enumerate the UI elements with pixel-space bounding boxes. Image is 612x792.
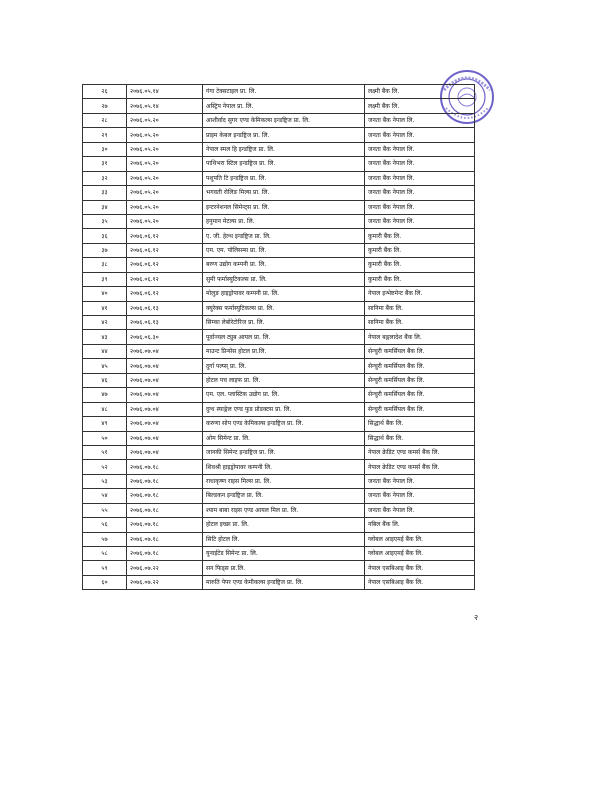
records-table [82, 84, 475, 590]
bank-name-cell: जनता बैंक नेपाल लि. [365, 489, 475, 503]
table-row [83, 489, 475, 503]
serial-number-cell: ४० [83, 287, 127, 301]
page-number: २ [474, 613, 479, 622]
date-cell: २०७६.०५.१४ [127, 99, 203, 113]
table-row [83, 547, 475, 561]
table-row [83, 200, 475, 214]
serial-number-cell: ३४ [83, 200, 127, 214]
table-row [83, 99, 475, 113]
date-cell: २०७६.०५.२० [127, 186, 203, 200]
serial-number-cell: ५२ [83, 460, 127, 474]
table-row [83, 186, 475, 200]
company-name-cell: होटल इच्छा प्रा. लि. [203, 518, 365, 532]
serial-number-cell: ३२ [83, 171, 127, 185]
company-name-cell: होटल पच लाइफ प्रा. लि. [203, 373, 365, 387]
company-name-cell: शिवश्री हाइड्रोपावर कम्पनी लि. [203, 460, 365, 474]
date-cell: २०७६.०७.०४ [127, 388, 203, 402]
table-row [83, 417, 475, 431]
bank-name-cell: सेन्चुरी कमर्सियल बैंक लि. [365, 359, 475, 373]
company-name-cell: सिम्का लेबोरेटोरिज प्रा. लि. [203, 316, 365, 330]
bank-name-cell: ग्लोबल आइएमई बैंक लि. [365, 532, 475, 546]
date-cell: २०७६.०७.०४ [127, 373, 203, 387]
company-name-cell: पाथिभरा स्टिल इन्डष्ट्रिज प्रा. लि. [203, 157, 365, 171]
bank-name-cell: जनता बैंक नेपाल लि. [365, 214, 475, 228]
bank-name-cell: कुमारी बैंक लि. [365, 272, 475, 286]
date-cell: २०७६.०५.१४ [127, 85, 203, 99]
table-row [83, 243, 475, 257]
table-row [83, 344, 475, 358]
table-row [83, 460, 475, 474]
date-cell: २०७६.०७.१८ [127, 503, 203, 517]
company-name-cell: मोलुङ हाइड्रोपावर कम्पनी प्रा. लि. [203, 287, 365, 301]
serial-number-cell: ४९ [83, 417, 127, 431]
serial-number-cell: ५१ [83, 445, 127, 459]
table-row [83, 445, 475, 459]
date-cell: २०७६.०७.१८ [127, 460, 203, 474]
company-name-cell: युनाईटेड सिमेन्ट प्रा. लि. [203, 547, 365, 561]
serial-number-cell: ४४ [83, 344, 127, 358]
company-name-cell: करुणा सोप एण्ड केमिकल्स इन्डष्ट्रिज प्रा. लि. [203, 417, 365, 431]
serial-number-cell: ४८ [83, 402, 127, 416]
date-cell: २०७६.०७.०४ [127, 359, 203, 373]
table-row [83, 287, 475, 301]
date-cell: २०७६.०६.१३ [127, 316, 203, 330]
bank-name-cell: सिद्धार्थ बैंक लि. [365, 417, 475, 431]
table-row [83, 157, 475, 171]
company-name-cell: प्राइम केबल इन्डष्ट्रिज प्रा. लि. [203, 128, 365, 142]
company-name-cell: एम. एम. पोलिसम्स प्रा. लि. [203, 243, 365, 257]
date-cell: २०७६.०६.१२ [127, 229, 203, 243]
serial-number-cell: २९ [83, 128, 127, 142]
date-cell: २०७६.०७.०४ [127, 417, 203, 431]
serial-number-cell: ४६ [83, 373, 127, 387]
serial-number-cell: ३३ [83, 186, 127, 200]
table-row [83, 388, 475, 402]
serial-number-cell: ४१ [83, 301, 127, 315]
company-name-cell: दुर्गा पल्प्स् प्रा. लि. [203, 359, 365, 373]
serial-number-cell: ३६ [83, 229, 127, 243]
bank-name-cell: जनता बैंक नेपाल लि. [365, 503, 475, 517]
table-row [83, 575, 475, 589]
serial-number-cell: ४२ [83, 316, 127, 330]
bank-name-cell: नबिल बैंक लि. [365, 518, 475, 532]
date-cell: २०७६.०७.०४ [127, 344, 203, 358]
bank-name-cell: जनता बैंक नेपाल लि. [365, 200, 475, 214]
company-name-cell: सन फिड्स प्रा.लि. [203, 561, 365, 575]
table-row [83, 431, 475, 445]
table-row [83, 142, 475, 156]
serial-number-cell: ५८ [83, 547, 127, 561]
bank-name-cell: कुमारी बैंक लि. [365, 243, 475, 257]
table-row [83, 316, 475, 330]
serial-number-cell: ३९ [83, 272, 127, 286]
table-row [83, 85, 475, 99]
bank-name-cell: नेपाल क्रेडिट एण्ड कमर्स बैंक लि. [365, 445, 475, 459]
date-cell: २०७६.०६.१२ [127, 287, 203, 301]
bank-name-cell: लक्ष्मी बैंक लि. [365, 85, 475, 99]
bank-name-cell: जनता बैंक नेपाल लि. [365, 186, 475, 200]
bank-name-cell: कुमारी बैंक लि. [365, 229, 475, 243]
serial-number-cell: २६ [83, 85, 127, 99]
serial-number-cell: ३० [83, 142, 127, 156]
bank-name-cell: कुमारी बैंक लि. [365, 258, 475, 272]
company-name-cell: पशुपति टि इन्डष्ट्रिज प्रा. लि. [203, 171, 365, 185]
bank-name-cell: नेपाल बङ्गलादेश बैंक लि. [365, 330, 475, 344]
bank-name-cell: नेपाल एसबिआइ बैंक लि. [365, 575, 475, 589]
company-name-cell: क्युरेक्स फर्मास्युटिकल्स प्रा. लि. [203, 301, 365, 315]
date-cell: २०७६.०७.०४ [127, 402, 203, 416]
date-cell: २०७६.०७.०४ [127, 445, 203, 459]
company-name-cell: जानकी सिमेन्ट इन्डष्ट्रिज प्रा. लि. [203, 445, 365, 459]
date-cell: २०७६.०७.२२ [127, 575, 203, 589]
company-name-cell: भगवती रोलिङ मिल्स प्रा. लि. [203, 186, 365, 200]
company-name-cell: दुग्ध स्याङ्गेल एण्ड फुड प्रोडक्टस प्रा. लि. [203, 402, 365, 416]
date-cell: २०७६.०७.२२ [127, 561, 203, 575]
company-name-cell: सिटि होटल लि. [203, 532, 365, 546]
date-cell: २०७६.०७.१८ [127, 532, 203, 546]
bank-name-cell: सानिमा बैंक लि. [365, 301, 475, 315]
date-cell: २०७६.०५.२० [127, 214, 203, 228]
serial-number-cell: ५४ [83, 489, 127, 503]
date-cell: २०७६.०६.१२ [127, 272, 203, 286]
date-cell: २०७६.०७.०४ [127, 431, 203, 445]
date-cell: २०७६.०७.१८ [127, 489, 203, 503]
company-name-cell: राधाकृष्ण राइस मिल्स प्रा. लि. [203, 474, 365, 488]
bank-name-cell: सेन्चुरी कमर्सियल बैंक लि. [365, 402, 475, 416]
table-row [83, 402, 475, 416]
serial-number-cell: ४३ [83, 330, 127, 344]
table-row [83, 214, 475, 228]
bank-name-cell: सेन्चुरी कमर्सियल बैंक लि. [365, 388, 475, 402]
bank-name-cell: सिद्धार्थ बैंक लि. [365, 431, 475, 445]
table-row [83, 272, 475, 286]
records-table-body [83, 85, 475, 590]
date-cell: २०७६.०६.१२ [127, 243, 203, 257]
table-row [83, 561, 475, 575]
bank-name-cell: जनता बैंक नेपाल लि. [365, 113, 475, 127]
table-row [83, 229, 475, 243]
table-row [83, 359, 475, 373]
serial-number-cell: ५६ [83, 518, 127, 532]
bank-name-cell: जनता बैंक नेपाल लि. [365, 474, 475, 488]
date-cell: २०७६.०५.२० [127, 200, 203, 214]
bank-name-cell: सेन्चुरी कमर्सियल बैंक लि. [365, 344, 475, 358]
date-cell: २०७६.०५.२० [127, 157, 203, 171]
table-row [83, 258, 475, 272]
company-name-cell: गंगा टेक्सटाइल प्रा. लि. [203, 85, 365, 99]
serial-number-cell: ३८ [83, 258, 127, 272]
company-name-cell: आशीर्वाद सुगर एण्ड केमिकल्स इन्डष्ट्रिज प्रा. लि. [203, 113, 365, 127]
serial-number-cell: ६० [83, 575, 127, 589]
company-name-cell: श्याम बाबा राइस एण्ड आयल मिल प्रा. लि. [203, 503, 365, 517]
serial-number-cell: ५७ [83, 532, 127, 546]
serial-number-cell: ३५ [83, 214, 127, 228]
table-row [83, 373, 475, 387]
bank-name-cell: सानिमा बैंक लि. [365, 316, 475, 330]
company-name-cell: बरुण उद्योग कम्पनी प्रा. लि. [203, 258, 365, 272]
bank-name-cell: नेपाल एसबिआइ बैंक लि. [365, 561, 475, 575]
table-row [83, 301, 475, 315]
company-name-cell: ओम सिमेन्ट प्रा. लि. [203, 431, 365, 445]
serial-number-cell: ४७ [83, 388, 127, 402]
bank-name-cell: नेपाल इन्भेष्टमेन्ट बैंक लि. [365, 287, 475, 301]
bank-name-cell: ग्लोबल आइएमई बैंक लि. [365, 547, 475, 561]
company-name-cell: इन्टरनेशनल सिमेन्ट्स प्रा. लि. [203, 200, 365, 214]
company-name-cell: नेपाल स्मल हि इन्डष्ट्रिज प्रा. लि. [203, 142, 365, 156]
table-row [83, 128, 475, 142]
date-cell: २०७६.०७.१८ [127, 474, 203, 488]
bank-name-cell: सेन्चुरी कमर्सियल बैंक लि. [365, 373, 475, 387]
company-name-cell: माउन्ट प्रिन्सेस होटल प्रा.लि. [203, 344, 365, 358]
date-cell: २०७६.०५.२० [127, 171, 203, 185]
company-name-cell: पूर्वाञ्चल ट्युब आयल प्रा. लि. [203, 330, 365, 344]
company-name-cell: हनुमान मेटल्स प्रा. लि. [203, 214, 365, 228]
bank-name-cell: नेपाल क्रेडिट एण्ड कमर्स बैंक लि. [365, 460, 475, 474]
serial-number-cell: ५३ [83, 474, 127, 488]
date-cell: २०७६.०६.३० [127, 330, 203, 344]
date-cell: २०७६.०५.२० [127, 128, 203, 142]
serial-number-cell: ५० [83, 431, 127, 445]
table-row [83, 474, 475, 488]
serial-number-cell: ३७ [83, 243, 127, 257]
bank-name-cell: जनता बैंक नेपाल लि. [365, 142, 475, 156]
date-cell: २०७६.०६.१३ [127, 301, 203, 315]
date-cell: २०७६.०५.२० [127, 142, 203, 156]
table-row [83, 532, 475, 546]
date-cell: २०७६.०५.२० [127, 113, 203, 127]
table-row [83, 330, 475, 344]
date-cell: २०७६.०७.१८ [127, 518, 203, 532]
table-row [83, 503, 475, 517]
serial-number-cell: २८ [83, 113, 127, 127]
bank-name-cell: लक्ष्मी बैंक लि. [365, 99, 475, 113]
bank-name-cell: जनता बैंक नेपाल लि. [365, 157, 475, 171]
table-row [83, 113, 475, 127]
bank-name-cell: जनता बैंक नेपाल लि. [365, 128, 475, 142]
serial-number-cell: ५५ [83, 503, 127, 517]
table-row [83, 518, 475, 532]
company-name-cell: बिल्डकन इन्डष्ट्रिज प्रा. लि. [203, 489, 365, 503]
company-name-cell: एम. एल. प्लास्टिक उद्योग प्रा. लि. [203, 388, 365, 402]
table-row [83, 171, 475, 185]
serial-number-cell: २७ [83, 99, 127, 113]
company-name-cell: ए. जी. हेल्थ इन्डष्ट्रिज प्रा. लि. [203, 229, 365, 243]
company-name-cell: अस्ट्रिप नेपाल प्रा. लि. [203, 99, 365, 113]
serial-number-cell: ५९ [83, 561, 127, 575]
serial-number-cell: ४५ [83, 359, 127, 373]
date-cell: २०७६.०६.१२ [127, 258, 203, 272]
serial-number-cell: ३१ [83, 157, 127, 171]
company-name-cell: मारुति पेपर एण्ड केमीकल्स इन्डष्ट्रिज प्रा. लि. [203, 575, 365, 589]
date-cell: २०७६.०७.१८ [127, 547, 203, 561]
company-name-cell: सुमी फर्मास्युटिकल्स प्रा. लि. [203, 272, 365, 286]
bank-name-cell: जनता बैंक नेपाल लि. [365, 171, 475, 185]
